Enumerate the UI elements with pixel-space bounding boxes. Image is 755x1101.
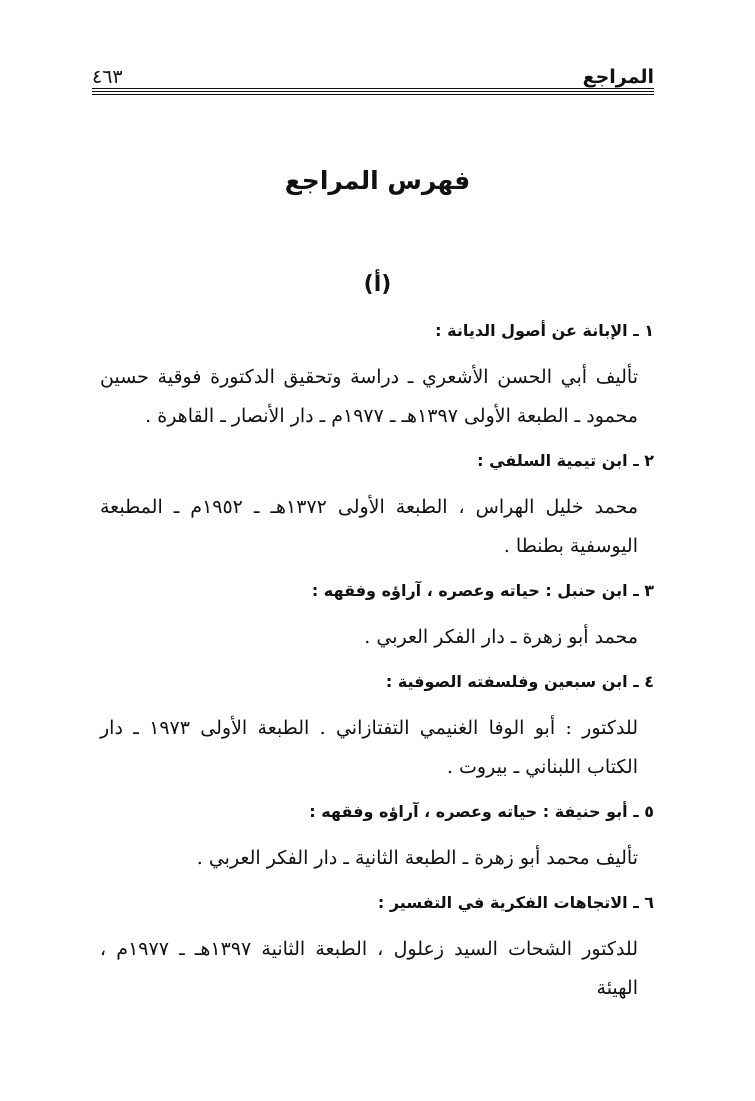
- reference-body: محمد خليل الهراس ، الطبعة الأولى ١٣٧٢هـ ـ ١٩٥٢م ـ المطبعة اليوسفية بطنطا .: [100, 496, 638, 557]
- header-rule: [92, 88, 654, 97]
- page-number: ٤٦٣: [92, 66, 123, 88]
- reference-heading: ١ ـ الإبانة عن أصول الديانة :: [435, 321, 654, 340]
- reference-entry: [100, 890, 654, 1008]
- reference-body: تأليف أبي الحسن الأشعري ـ دراسة وتحقيق الدكتورة فوقية حسين محمود ـ الطبعة الأولى ١٣٩٧هـ ـ ١٩٧٧م ـ دار الأنصار ـ القاهرة .: [100, 366, 638, 427]
- reference-list: [100, 318, 654, 1020]
- header-rule-line: [92, 91, 654, 92]
- running-header: [92, 58, 654, 88]
- reference-entry: [100, 448, 654, 566]
- section-letter: (أ): [363, 272, 392, 297]
- page-title: فهرس المراجع: [284, 166, 471, 195]
- running-header-title: المراجع: [582, 66, 654, 88]
- reference-heading: ٢ ـ ابن تيمية السلفي :: [477, 451, 654, 470]
- header-rule-line: [92, 88, 654, 89]
- reference-heading: ٦ ـ الاتجاهات الفكرية في التفسير :: [377, 893, 654, 912]
- reference-entry: [100, 578, 654, 657]
- reference-body: تأليف محمد أبو زهرة ـ الطبعة الثانية ـ دار الفكر العربي .: [196, 847, 638, 869]
- reference-heading: ٣ ـ ابن حنبل : حياته وعصره ، آراؤه وفقهه :: [311, 581, 654, 600]
- reference-entry: [100, 318, 654, 436]
- reference-body: محمد أبو زهرة ـ دار الفكر العربي .: [364, 626, 638, 648]
- reference-heading: ٤ ـ ابن سبعين وفلسفته الصوفية :: [385, 672, 654, 691]
- reference-heading: ٥ ـ أبو حنيفة : حياته وعصره ، آراؤه وفقهه :: [309, 802, 654, 821]
- reference-entry: [100, 669, 654, 787]
- header-rule-line: [92, 94, 654, 95]
- reference-body: للدكتور الشحات السيد زعلول ، الطبعة الثانية ١٣٩٧هـ ـ ١٩٧٧م ، الهيئة: [100, 938, 639, 999]
- reference-entry: [100, 799, 654, 878]
- reference-body: للدكتور : أبو الوفا الغنيمي التفتازاني . الطبعة الأولى ١٩٧٣ ـ دار الكتاب اللبناني ـ بيروت .: [100, 717, 638, 778]
